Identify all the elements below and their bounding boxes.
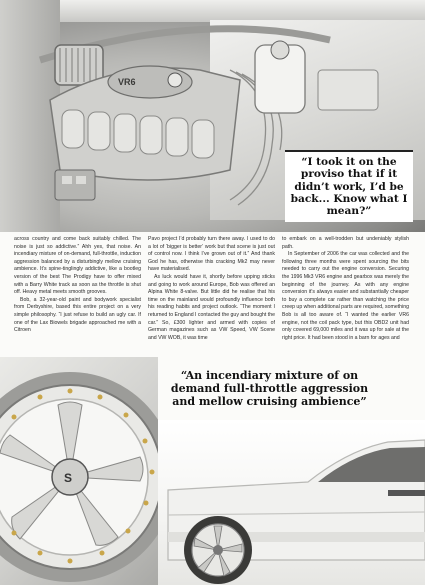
top-pull-quote	[285, 150, 413, 222]
bottom-pull-quote-text: “An incendiary mixture of on demand full-throttle aggression and mellow cruising ambience”	[170, 369, 369, 408]
svg-text:S: S	[64, 471, 73, 485]
oil-cap-icon	[168, 73, 182, 87]
column-1-paragraph-2: Bob, a 32-year-old paint and bodywork specialist from Derbyshire, based this entire project on a very simple philosophy. “I just refuse to build an ugly car. If one of the Lax Biowels brigade approached me with a Citroen	[14, 296, 141, 334]
text-column-1	[14, 236, 141, 335]
engine-bay-photo	[0, 0, 425, 232]
column-1-paragraph-1: across country and come back suitably chilled. The noise is just so addictive.” Ahh yes, that noise. An incendiary mixture of on-demand, full-throttle, induction aggression balanced by a disturbingly mellow cruising ambience. It’s spine-tinglingly addictive, like a bootleg version of the best The Prodigy have to offer mixed with a Barry White track as soon as the throttle is shut off. Heavy metal meets smooth grooves.	[14, 236, 141, 296]
text-column-2	[148, 236, 275, 342]
car-illustration	[158, 420, 425, 585]
column-3-paragraph-2: In September of 2006 the car was collected and the following three months were spent sourcing the bits needed to carry out the engine conversion. Securing the 1996 Mk3 VR6 engine and gearbox was merely the beginning of the journey. As with any engine conversion it’s always easier and substantially cheaper to buy a complete car rather than watching the price creep up when additional parts are required, something Bob is all too aware of. “I wanted the earlier VR6 engine, not the coil pack type, but this OBD2 unit had only covered 69,000 miles and it was up for sale at the right price. It had been stood in a barn for ages and	[282, 251, 409, 341]
top-pull-quote-text: “I took it on the proviso that if it didn’t work, I’d be back... Know what I mean?”	[290, 156, 408, 218]
engine-badge: VR6	[118, 77, 136, 87]
car-side-photo	[158, 420, 425, 585]
column-3-paragraph-1: to embark on a well-trodden but undeniably stylish path.	[282, 236, 409, 250]
wheel-closeup-photo	[0, 357, 158, 585]
text-column-3	[282, 236, 409, 342]
battery-tray	[318, 70, 378, 110]
column-2-paragraph-2: As luck would have it, shortly before upping sticks and going to work around Europe, Bob was offered an Alpina White 8-valve. But little did he realise that his time on the mainland would profoundly influence both his reading habits and project outlook. “The moment I returned to England I contacted the guy and bought the car.” So, £300 lighter and armed with copies of German magazines such as VW Speed, VW Scene and VW WOB, it was time	[148, 273, 275, 341]
alloy-wheel-icon	[0, 357, 158, 585]
coolant-reservoir-icon	[255, 41, 305, 113]
fuse-box-icon	[55, 170, 95, 200]
car-wheel-icon	[184, 516, 252, 584]
column-2-paragraph-1: Pavo project I’d probably turn there away. I used to do a lot of ‘bigger is better’ work but that scene is just out of control now. I think I’ve grown out of it.” And thank God he has, otherwise this cracking Mk2 may never have materialised.	[148, 236, 275, 273]
bottom-pull-quote	[162, 369, 377, 408]
